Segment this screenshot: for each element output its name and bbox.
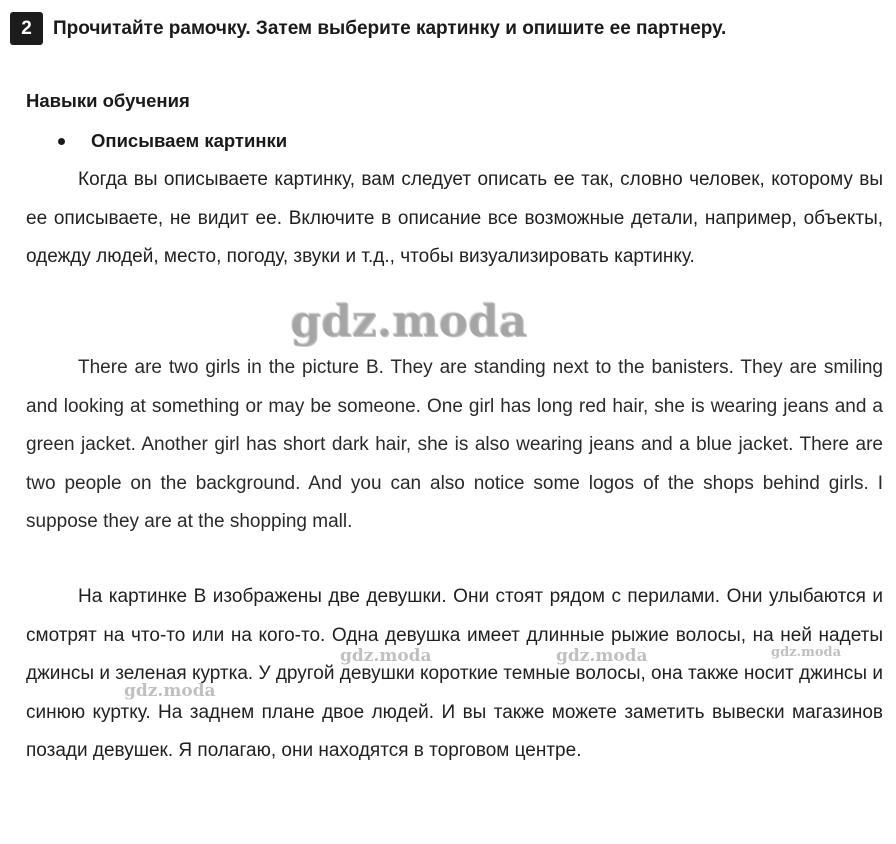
section-title: Навыки обучения bbox=[26, 90, 190, 111]
english-answer-paragraph: There are two girls in the picture B. They are standing next to the banisters. They are smiling and looking at something or may be someone. One girl has long red hair, she is wearing jeans and a green jacket. Another girl has short dark hair, she is also wearing jeans and a blue jacket. There are two people on the background. And you can also notice some logos of the shops behind girls. I suppose they are at the shopping mall. bbox=[26, 357, 883, 532]
russian-translation-paragraph: На картинке В изображены две девушки. Они стоят рядом с перилами. Они улыбаются и смотрят на что-то или на кого-то. Одна девушка имеет длинные рыжие волосы, на ней надеты джинсы и зеленая куртка. У другой девушки короткие темные волосы, она также носит джинсы и синюю куртку. На заднем плане двое людей. И вы также можете заметить вывески магазинов позади девушек. Я полагаю, они находятся в торговом центре. bbox=[26, 586, 883, 761]
watermark-small: gdz.moda bbox=[556, 646, 648, 666]
bullet-item bbox=[58, 130, 287, 152]
task-instruction: Прочитайте рамочку. Затем выберите картинку и опишите ее партнеру. bbox=[53, 17, 727, 39]
watermark-small: gdz.moda bbox=[124, 681, 216, 701]
task-number-badge: 2 bbox=[10, 12, 43, 45]
bullet-label: Описываем картинки bbox=[91, 130, 288, 151]
watermark-small: gdz.moda bbox=[771, 645, 842, 660]
bullet-dot-icon bbox=[58, 138, 65, 145]
intro-paragraph: Когда вы описываете картинку, вам следует описать ее так, словно человек, которому вы ее описываете, не видит ее. Включите в описание все возможные детали, например, объекты, одежду людей, место, погоду, звуки и т.д., чтобы визуализировать картинку. bbox=[26, 169, 883, 267]
watermark-logo: gdz.moda bbox=[290, 296, 528, 347]
task-header bbox=[10, 12, 726, 45]
watermark-small: gdz.moda bbox=[340, 646, 432, 666]
